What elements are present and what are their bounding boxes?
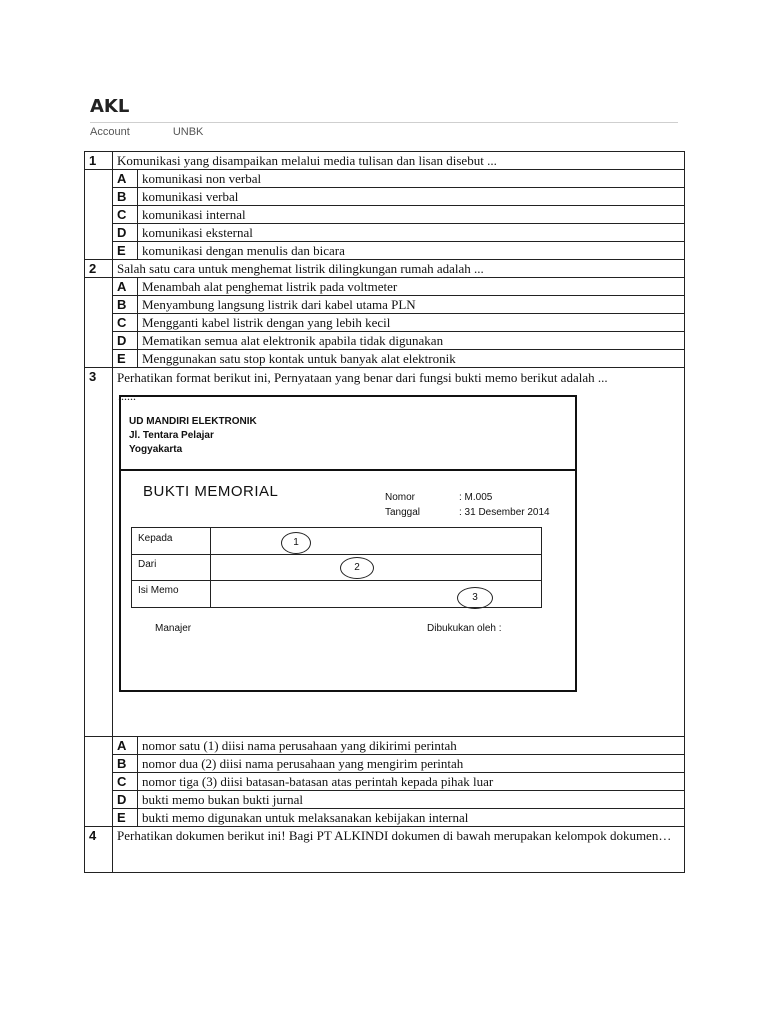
option-row (85, 773, 685, 791)
company-city: Yogyakarta (129, 444, 183, 455)
question-number: 3 (85, 368, 113, 737)
meta-category[interactable]: UNBK (172, 126, 204, 138)
marker-1: 1 (281, 532, 311, 554)
memo-divider (121, 469, 575, 471)
question-table (84, 151, 685, 873)
option-row (85, 224, 685, 242)
marker-2: 2 (340, 557, 374, 579)
option-letter: C (113, 206, 138, 224)
tanggal-value: : 31 Desember 2014 (459, 507, 550, 518)
nomor-value: : M.005 (459, 492, 493, 503)
option-row (85, 242, 685, 260)
question-number: 2 (85, 260, 113, 278)
question-text: Salah satu cara untuk menghemat listrik dilingkungan rumah adalah ... (113, 260, 685, 278)
option-text: nomor dua (2) diisi nama perusahaan yang mengirim perintah (138, 755, 685, 773)
option-text: Mematikan semua alat elektronik apabila tidak digunakan (138, 332, 685, 350)
document-meta (90, 126, 203, 138)
question-row (85, 152, 685, 170)
option-text: bukti memo bukan bukti jurnal (138, 791, 685, 809)
manajer-label: Manajer (155, 623, 192, 634)
option-row (85, 278, 685, 296)
document-title: AKL (90, 96, 130, 117)
row-label-dari: Dari (138, 559, 157, 570)
option-row (85, 809, 685, 827)
option-text: nomor satu (1) diisi nama perusahaan yang dikirimi perintah (138, 737, 685, 755)
header-divider (90, 122, 678, 123)
row-label-kepada: Kepada (138, 533, 173, 544)
row-label-isi-memo: Isi Memo (138, 585, 179, 596)
option-text: nomor tiga (3) diisi batasan-batasan atas perintah kepada pihak luar (138, 773, 685, 791)
option-row (85, 332, 685, 350)
option-row (85, 206, 685, 224)
marker-3: 3 (457, 587, 493, 609)
option-letter: D (113, 224, 138, 242)
company-block (129, 415, 257, 457)
option-text: komunikasi verbal (138, 188, 685, 206)
option-letter: B (113, 755, 138, 773)
memo-title: BUKTI MEMORIAL (143, 483, 279, 500)
company-street: Jl. Tentara Pelajar (129, 430, 214, 441)
option-text: komunikasi non verbal (138, 170, 685, 188)
option-letter: A (113, 170, 138, 188)
option-row (85, 170, 685, 188)
question-text: Perhatikan format berikut ini, Pernyataan yang benar dari fungsi bukti memo berikut adalah ... (117, 370, 608, 385)
memo-document (119, 395, 577, 692)
option-letter: B (113, 188, 138, 206)
question-number: 4 (85, 827, 113, 873)
option-letter: D (113, 332, 138, 350)
option-text: komunikasi dengan menulis dan bicara (138, 242, 685, 260)
option-row (85, 755, 685, 773)
option-letter: E (113, 809, 138, 827)
option-row (85, 737, 685, 755)
option-row (85, 188, 685, 206)
question-text: Perhatikan dokumen berikut ini! Bagi PT ALKINDI dokumen di bawah merupakan kelompok dokumen… (113, 827, 685, 873)
option-letter: E (113, 350, 138, 368)
figure-ellipsis: ...... (118, 389, 136, 403)
company-name: UD MANDIRI ELEKTRONIK (129, 416, 257, 427)
meta-account[interactable]: Account (90, 126, 130, 138)
option-letter: E (113, 242, 138, 260)
option-row (85, 296, 685, 314)
memo-figure (117, 386, 680, 736)
option-text: Mengganti kabel listrik dengan yang lebih kecil (138, 314, 685, 332)
question-number: 1 (85, 152, 113, 170)
option-row (85, 314, 685, 332)
option-letter: C (113, 314, 138, 332)
option-text: Menggunakan satu stop kontak untuk banyak alat elektronik (138, 350, 685, 368)
option-letter: B (113, 296, 138, 314)
option-text: Menambah alat penghemat listrik pada voltmeter (138, 278, 685, 296)
question-text: Komunikasi yang disampaikan melalui media tulisan dan lisan disebut ... (113, 152, 685, 170)
option-row (85, 791, 685, 809)
option-row (85, 350, 685, 368)
option-letter: C (113, 773, 138, 791)
option-text: bukti memo digunakan untuk melaksanakan kebijakan internal (138, 809, 685, 827)
option-letter: A (113, 737, 138, 755)
question-row (85, 260, 685, 278)
question-row (85, 827, 685, 873)
dibukukan-label: Dibukukan oleh : (427, 623, 502, 634)
tanggal-label: Tanggal (385, 507, 421, 518)
option-text: komunikasi internal (138, 206, 685, 224)
option-text: Menyambung langsung listrik dari kabel utama PLN (138, 296, 685, 314)
question-row (85, 368, 685, 737)
option-letter: A (113, 278, 138, 296)
nomor-label: Nomor (385, 492, 416, 503)
option-letter: D (113, 791, 138, 809)
option-text: komunikasi eksternal (138, 224, 685, 242)
